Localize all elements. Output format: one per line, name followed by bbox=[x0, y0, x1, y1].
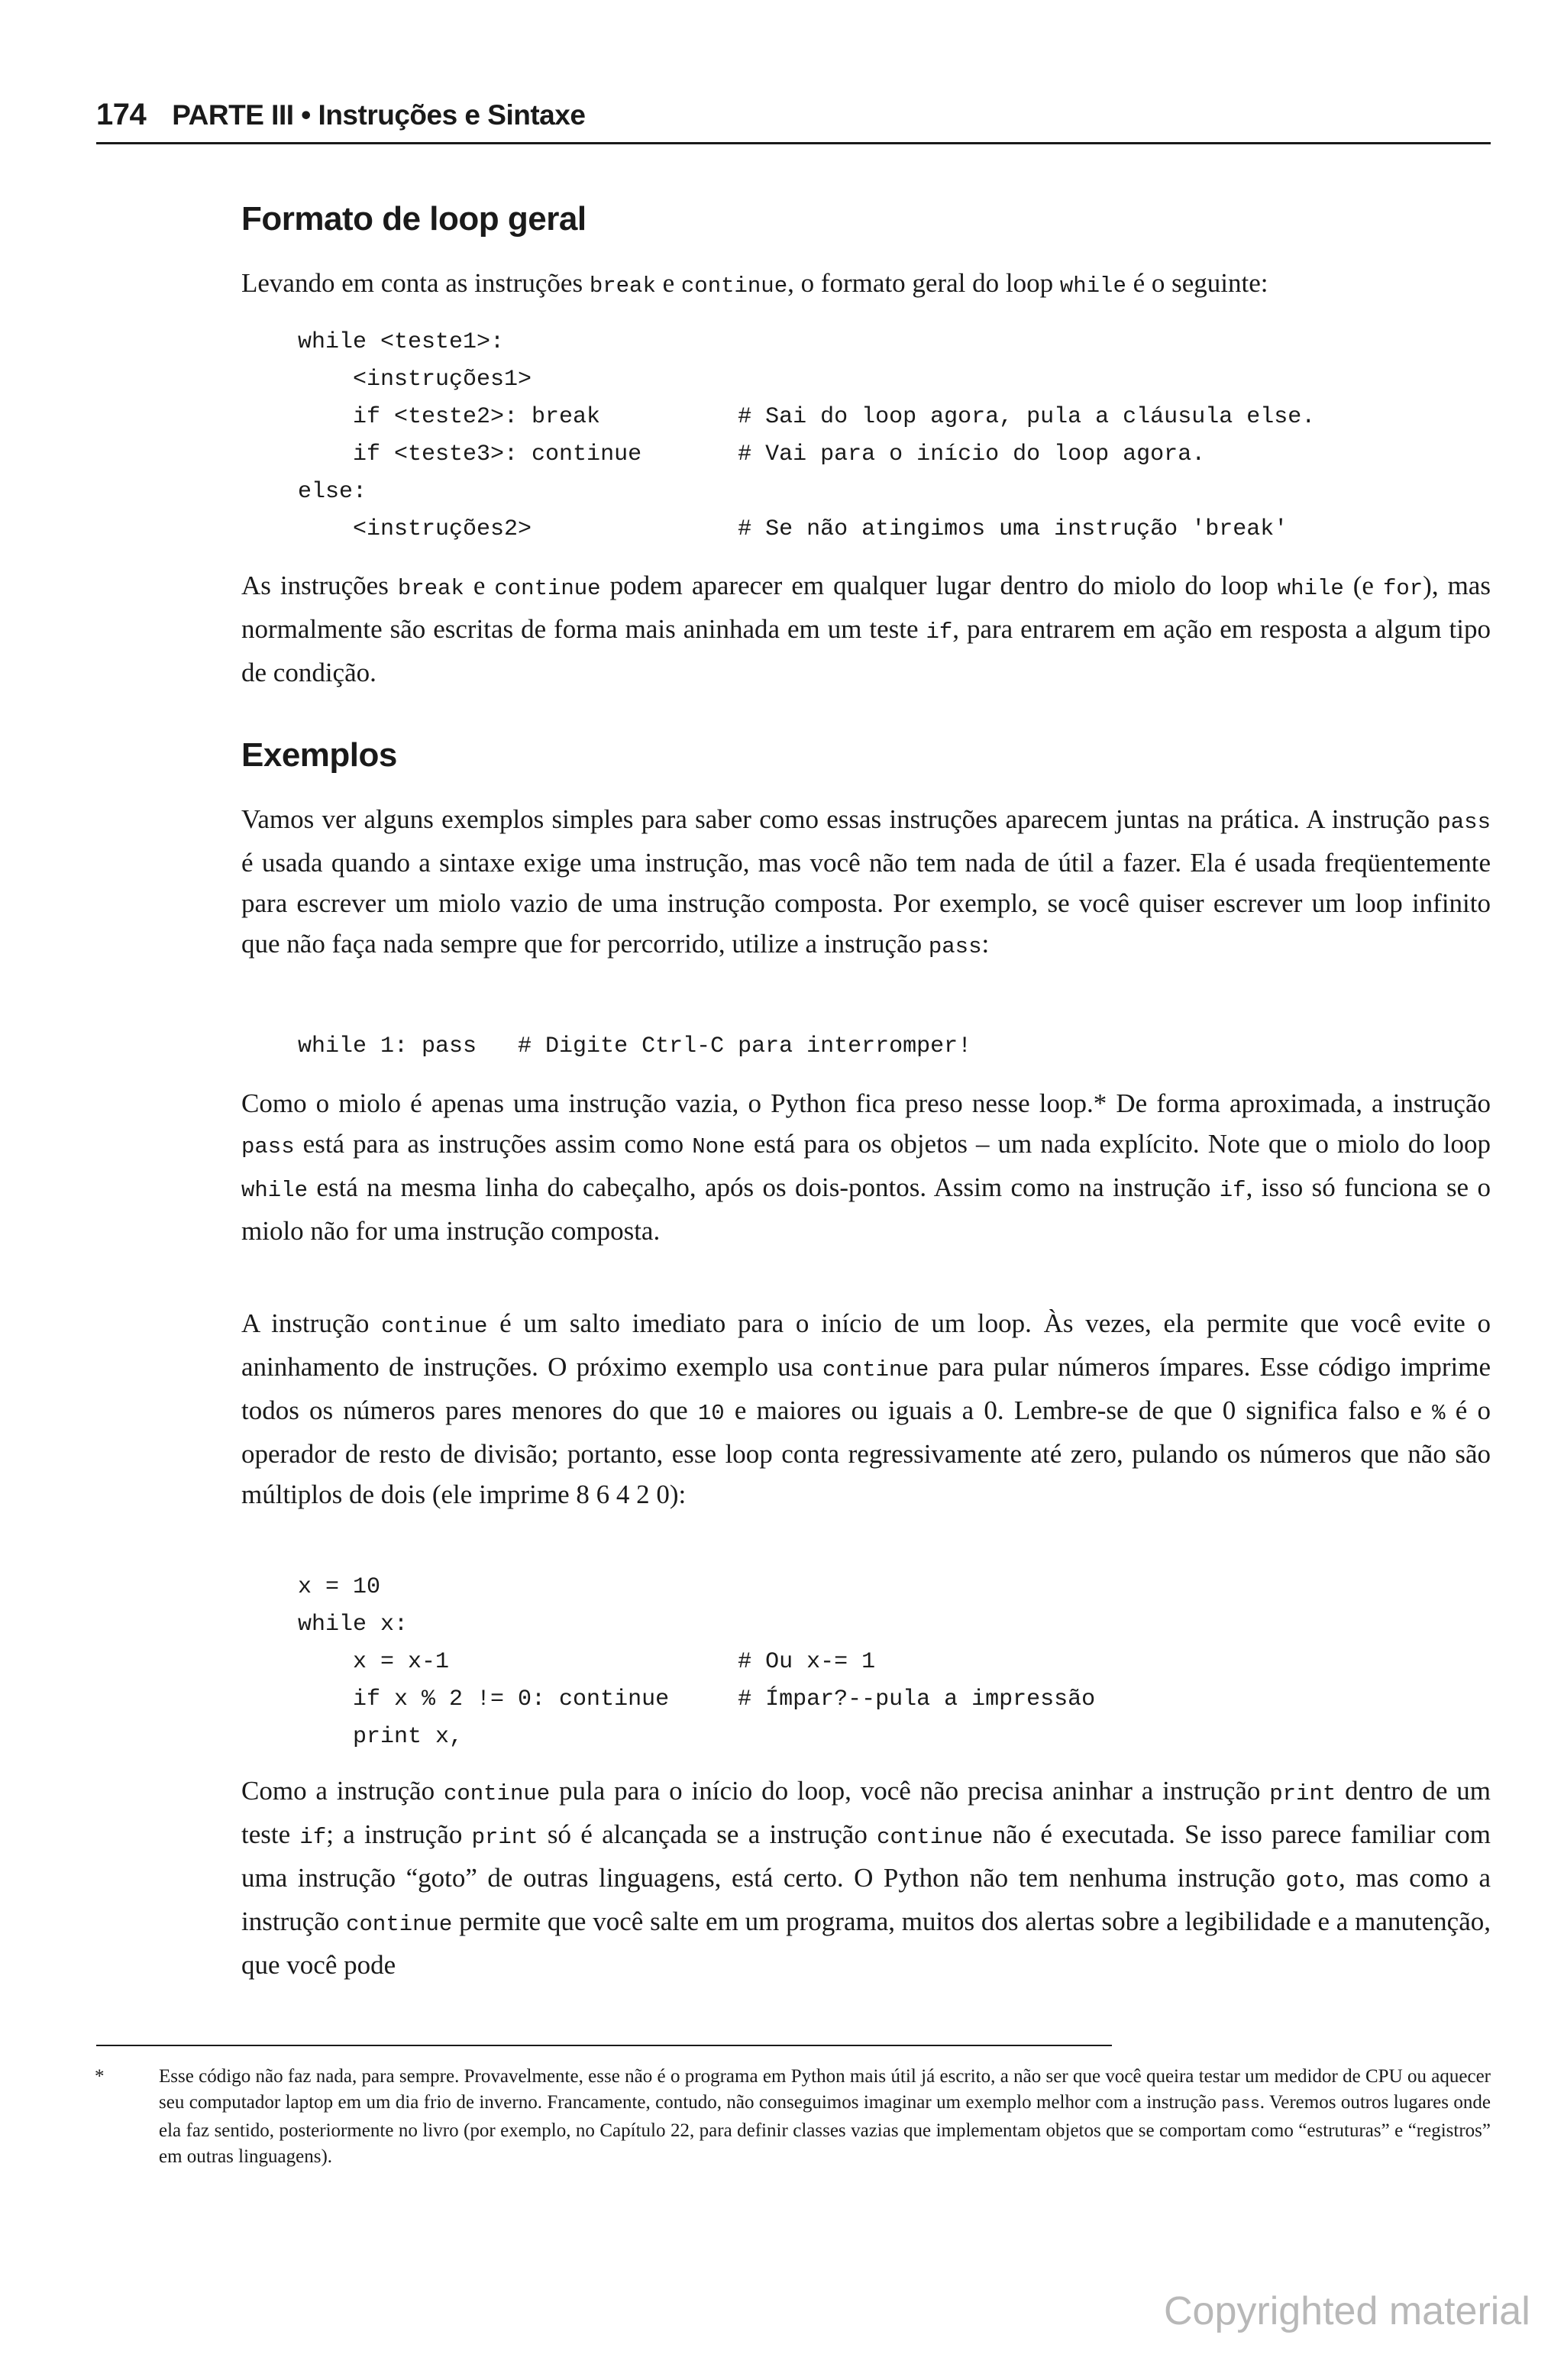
code-line: <instruções2> # Se não atingimos uma instrução 'break' bbox=[298, 516, 1288, 542]
section-heading-general-format: Formato de loop geral bbox=[241, 200, 586, 238]
code-line: while 1: pass # Digite Ctrl-C para interromper! bbox=[298, 1033, 972, 1059]
code-line: if <teste2>: break # Sai do loop agora, pula a cláusula else. bbox=[298, 404, 1316, 430]
code-line: x = 10 bbox=[298, 1574, 381, 1600]
code-block-pass bbox=[298, 1028, 971, 1066]
running-header bbox=[96, 98, 585, 132]
page-number: 174 bbox=[96, 98, 147, 131]
section-heading-examples: Exemplos bbox=[241, 736, 397, 774]
code-block-continue bbox=[298, 1569, 1095, 1756]
footnote-marker: * bbox=[95, 2066, 105, 2087]
code-block-general-format bbox=[298, 324, 1315, 548]
paragraph-break-continue: As instruções break e continue podem aparecer em qualquer lugar dentro do miolo do loop while (e for), mas normalmente são escritas de forma mais aninhada em um teste if, para entrarem em ação em resposta a algum tipo de condição. bbox=[241, 571, 1491, 687]
paragraph-pass-explained: Como o miolo é apenas uma instrução vazia, o Python fica preso nesse loop.* De forma aproximada, a instrução pass está para as instruções assim como None está para os objetos – um nada explícito. Note que o miolo do loop while está na mesma linha do cabeçalho, após os dois-pontos. Assim como na instrução if, isso só funciona se o miolo não for uma instrução composta. bbox=[241, 1088, 1491, 1246]
code-line: if <teste3>: continue # Vai para o início do loop agora. bbox=[298, 441, 1206, 467]
code-line: x = x-1 # Ou x-= 1 bbox=[298, 1649, 876, 1675]
code-line: print x, bbox=[298, 1724, 464, 1750]
code-line: while <teste1>: bbox=[298, 329, 505, 355]
code-line: if x % 2 != 0: continue # Ímpar?--pula a impressão bbox=[298, 1686, 1096, 1712]
code-line: else: bbox=[298, 479, 367, 505]
code-line: <instruções1> bbox=[298, 367, 532, 393]
header-rule bbox=[96, 142, 1491, 144]
footnote-rule bbox=[96, 2045, 1112, 2046]
footnote: * Esse código não faz nada, para sempre. Provavelmente, esse não é o programa em Python mais útil já escrito, a não ser que você queira testar um medidor de CPU ou aquecer seu computador laptop em um dia frio de inverno. Francamente, contudo, não conseguimos imaginar um exemplo melhor com a instrução pass. Veremos outros lugares onde ela faz sentido, posteriormente no livro (por exemplo, no Capítulo 22, para definir classes vazias que implementam objetos que se comportam como “estruturas” e “registros” em outras linguagens). bbox=[159, 2064, 1491, 2170]
paragraph-pass-intro: Vamos ver alguns exemplos simples para saber como essas instruções aparecem juntas na prática. A instrução pass é usada quando a sintaxe exige uma instrução, mas você não tem nada de útil a fazer. Ela é usada freqüentemente para escrever um miolo vazio de uma instrução composta. Por exemplo, se você quiser escrever um loop infinito que não faça nada sempre que for percorrido, utilize a instrução pass: bbox=[241, 804, 1491, 959]
paragraph-goto: Como a instrução continue pula para o início do loop, você não precisa aninhar a instrução print dentro de um teste if; a instrução print só é alcançada se a instrução continue não é executada. Se isso parece familiar com uma instrução “goto” de outras linguagens, está certo. O Python não tem nenhuma instrução goto, mas como a instrução continue permite que você salte em um programa, muitos dos alertas sobre a legibilidade e a manutenção, que você pode bbox=[241, 1776, 1491, 1980]
paragraph-intro: Levando em conta as instruções break e continue, o formato geral do loop while é o seguinte: bbox=[241, 268, 1268, 299]
code-line: while x: bbox=[298, 1612, 409, 1638]
part-title: PARTE III • Instruções e Sintaxe bbox=[172, 99, 586, 131]
paragraph-continue: A instrução continue é um salto imediato para o início de um loop. Às vezes, ela permite que você evite o aninhamento de instruções. O próximo exemplo usa continue para pular números ímpares. Esse código imprime todos os números pares menores do que 10 e maiores ou iguais a 0. Lembre-se de que 0 significa falso e % é o operador de resto de divisão; portanto, esse loop conta regressivamente até zero, pulando os números que não são múltiplos de dois (ele imprime 8 6 4 2 0): bbox=[241, 1308, 1491, 1509]
copyright-watermark: Copyrighted material bbox=[1164, 2289, 1530, 2333]
